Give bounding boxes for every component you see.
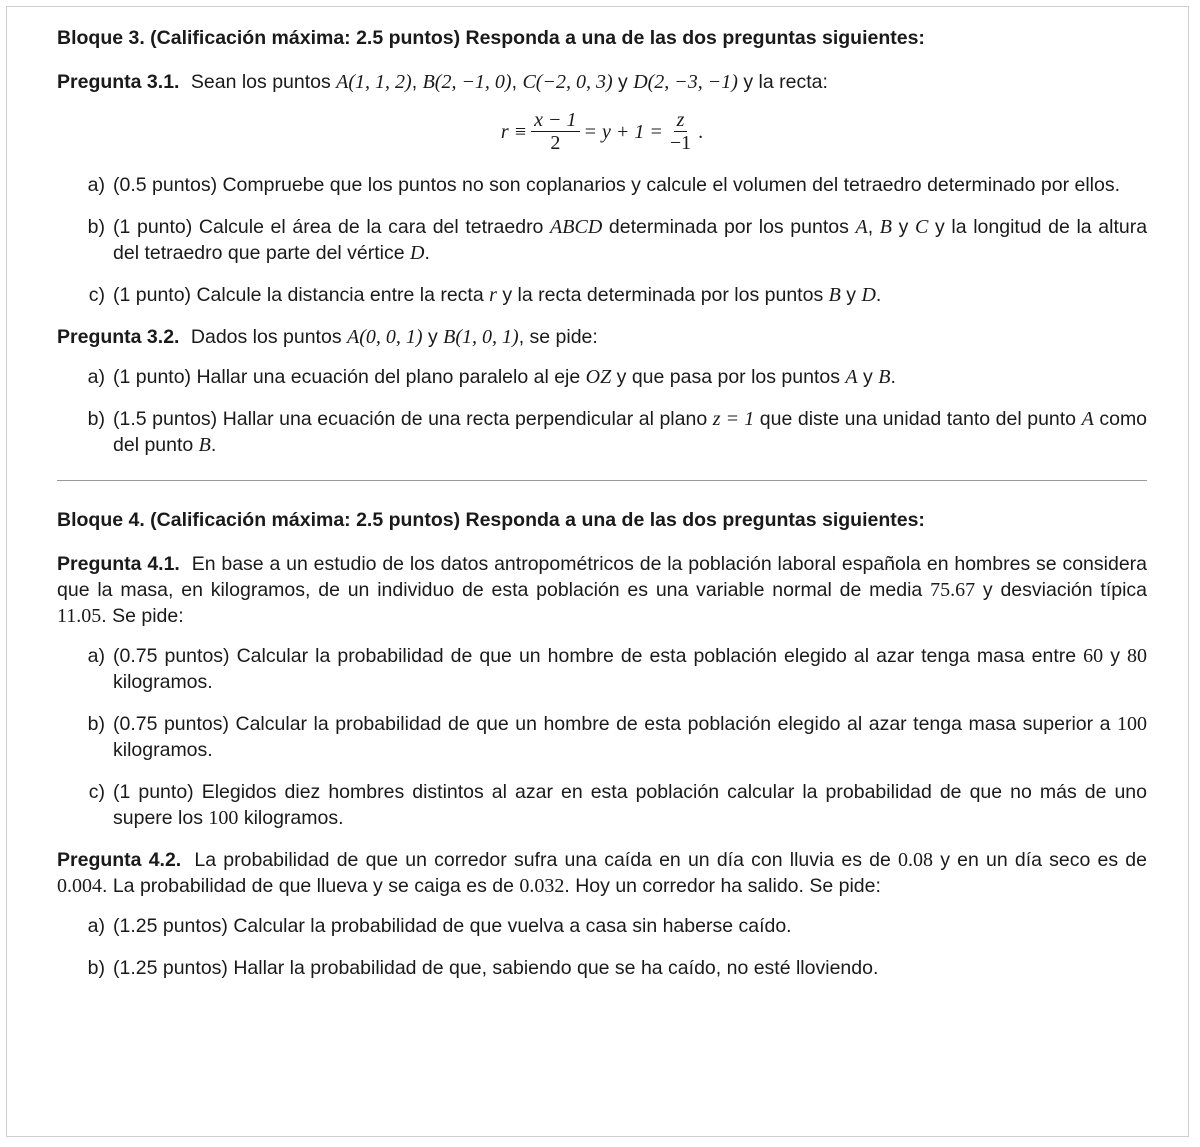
- text-run: (1 punto) Hallar una ecuación del plano paralelo al eje: [113, 366, 581, 388]
- intro-text: . La probabilidad de que llueva y se caiga es de: [102, 875, 514, 897]
- text-run: y la longitud de la altura del tetraedro que parte del vértice: [113, 216, 1148, 264]
- intro-text: En base a un estudio de los datos antropométricos de la población laboral española en hombres se considera que la masa, en kilogramos, de un individuo de esta población es una variable normal de media: [57, 553, 1147, 601]
- item-text: (1 punto) Calcule el área de la cara del tetraedro ABCD determinada por los puntos A, B y C y la longitud de la altura del tetraedro que parte del vértice D.: [113, 216, 1148, 264]
- item-marker: c): [88, 781, 105, 803]
- item-text: [113, 643, 1147, 695]
- pregunta-3-1-intro: Pregunta 3.1. Sean los puntos A(1, 1, 2), B(2, −1, 0), C(−2, 0, 3) y D(2, −3, −1) y la recta:: [57, 71, 828, 93]
- point-d: D(2, −3, −1): [633, 71, 738, 93]
- block-divider: [57, 480, 1147, 481]
- list-item: [57, 214, 1147, 266]
- list-item: [57, 643, 1147, 695]
- text-run: que diste una unidad tanto del punto: [759, 408, 1077, 430]
- value-0-08: 0.08: [898, 849, 934, 871]
- item-text: (0.5 puntos) Compruebe que los puntos no son coplanarios y calcule el volumen del tetraedro determinado por ellos.: [113, 174, 1121, 196]
- list-item: [57, 364, 1147, 390]
- list-item: [57, 913, 1147, 939]
- item-marker: a): [87, 366, 105, 388]
- text-run: (0.75 puntos) Calcular la probabilidad de que un hombre de esta población elegido al azar tenga masa superior a: [113, 713, 1111, 735]
- item-text: [113, 364, 1147, 390]
- item-text: (1.25 puntos) Calcular la probabilidad de que vuelva a casa sin haberse caído.: [113, 915, 792, 937]
- intro-text: Sean los puntos: [190, 71, 331, 93]
- fraction-numerator: z: [674, 109, 688, 132]
- value-100: 100: [1117, 713, 1147, 735]
- math-oz: OZ: [585, 366, 612, 388]
- text-run: (1 punto) Calcule la distancia entre la recta: [113, 284, 484, 306]
- item-text: [113, 406, 1147, 458]
- text-run: determinada por los puntos: [608, 216, 849, 238]
- math-a: A: [1081, 408, 1094, 430]
- item-marker: b): [87, 408, 105, 430]
- text-run: (0.75 puntos) Calcular la probabilidad de que un hombre de esta población elegido al azar tenga masa entre: [113, 645, 1077, 667]
- bloque-3-title: Bloque 3. (Calificación máxima: 2.5 puntos) Responda a una de las dos preguntas siguientes:: [57, 27, 925, 49]
- intro-text-end: . Hoy un corredor ha salido. Se pide:: [564, 875, 881, 897]
- text-end: .: [210, 434, 217, 456]
- value-80: 80: [1127, 645, 1147, 667]
- pregunta-4-1-intro: [57, 551, 1147, 629]
- text-end: .: [424, 242, 430, 264]
- text-run: y la recta determinada por los puntos: [502, 284, 824, 306]
- line-equation: [57, 109, 1147, 154]
- point-c: C(−2, 0, 3): [522, 71, 613, 93]
- pregunta-3-1-label: Pregunta 3.1.: [57, 71, 180, 93]
- conj-y: y: [898, 216, 909, 238]
- value-100: 100: [208, 807, 239, 829]
- conj-y: y: [846, 284, 857, 306]
- value-0-032: 0.032: [519, 875, 565, 897]
- fraction-denominator: −1: [669, 132, 692, 154]
- text-run: kilogramos.: [113, 739, 213, 761]
- list-item: [57, 406, 1147, 458]
- intro-text: Dados los puntos: [190, 326, 342, 348]
- math-abcd: ABCD: [550, 216, 603, 238]
- conj-y: y: [427, 326, 438, 348]
- math-a: A: [855, 216, 868, 238]
- value-0-004: 0.004: [57, 875, 102, 897]
- value-media: 75.67: [930, 579, 976, 601]
- point-b: B(1, 0, 1): [443, 326, 519, 348]
- text-run: y que pasa por los puntos: [616, 366, 840, 388]
- fraction-z: [667, 109, 694, 154]
- conj-y: y: [1110, 645, 1120, 667]
- intro-text: La probabilidad de que un corredor sufra una caída en un día con lluvia es de: [194, 849, 891, 871]
- math-r: r: [489, 284, 497, 306]
- text-run: (1 punto) Elegidos diez hombres distintos al azar en esta población calcular la probabilidad de que no más de uno supere los: [113, 781, 1147, 829]
- item-text: [113, 779, 1147, 831]
- list-item: [57, 779, 1147, 831]
- math-b: B: [828, 284, 841, 306]
- item-marker: b): [87, 216, 105, 238]
- pregunta-4-2-intro: [57, 847, 1147, 899]
- fraction-denominator: 2: [550, 132, 561, 154]
- item-text: [113, 711, 1147, 763]
- list-item: [57, 172, 1147, 198]
- math-a: A: [845, 366, 858, 388]
- pregunta-3-2-intro: [57, 324, 1147, 350]
- text-run: kilogramos.: [113, 671, 213, 693]
- conj-y: y: [863, 366, 873, 388]
- item-marker: b): [87, 713, 105, 735]
- item-marker: c): [88, 284, 105, 306]
- point-a: A(1, 1, 2): [336, 71, 412, 93]
- item-marker: a): [87, 645, 105, 667]
- intro-text-end: . Se pide:: [101, 605, 184, 627]
- math-d: D: [410, 242, 425, 264]
- item-marker: a): [87, 174, 105, 196]
- pregunta-3-2-label: Pregunta 3.2.: [57, 326, 180, 348]
- equation-end: .: [698, 120, 704, 143]
- bloque-4-title: Bloque 4. (Calificación máxima: 2.5 puntos) Responda a una de las dos preguntas siguientes:: [57, 509, 925, 531]
- pregunta-4-1-label: Pregunta 4.1.: [57, 553, 180, 575]
- text-end: .: [875, 284, 882, 306]
- intro-text: y desviación típica: [982, 579, 1148, 601]
- intro-text-end: , se pide:: [518, 326, 598, 348]
- point-b: B(2, −1, 0): [422, 71, 512, 93]
- list-item: [57, 711, 1147, 763]
- list-item: [57, 955, 1147, 981]
- math-plane: z = 1: [712, 408, 755, 430]
- text-run: (1 punto) Calcule el área de la cara del tetraedro: [113, 216, 544, 238]
- equation-lhs: r ≡: [500, 120, 528, 143]
- fraction-x: [531, 109, 579, 154]
- pregunta-4-1-items: [57, 643, 1147, 831]
- math-b: B: [879, 216, 892, 238]
- item-marker: a): [87, 915, 105, 937]
- list-item: [57, 282, 1147, 308]
- intro-text: y en un día seco es de: [940, 849, 1147, 871]
- item-text: (1.25 puntos) Hallar la probabilidad de que, sabiendo que se ha caído, no esté lloviendo.: [113, 957, 879, 979]
- text-run: kilogramos.: [243, 807, 344, 829]
- item-text: [113, 282, 1147, 308]
- pregunta-4-2-items: [57, 913, 1147, 981]
- conj-y: y: [618, 71, 628, 93]
- pregunta-4-2-label: Pregunta 4.2.: [57, 849, 182, 871]
- pregunta-3-1-items: [57, 172, 1147, 308]
- exam-content: [57, 25, 1147, 997]
- pregunta-3-2-items: [57, 364, 1147, 458]
- fraction-numerator: x − 1: [531, 109, 579, 132]
- text-run: (1.5 puntos) Hallar una ecuación de una recta perpendicular al plano: [113, 408, 708, 430]
- math-d: D: [861, 284, 876, 306]
- item-marker: b): [87, 957, 105, 979]
- math-b: B: [878, 366, 891, 388]
- point-a: A(0, 0, 1): [347, 326, 423, 348]
- value-desviacion: 11.05: [57, 605, 102, 627]
- intro-text-end: y la recta:: [743, 71, 828, 93]
- exam-page: [6, 6, 1189, 1137]
- value-60: 60: [1083, 645, 1104, 667]
- text-run: como del punto: [113, 408, 1148, 456]
- text-end: .: [890, 366, 896, 388]
- math-c: C: [915, 216, 929, 238]
- math-b: B: [198, 434, 211, 456]
- equation-middle: = y + 1 =: [583, 120, 663, 143]
